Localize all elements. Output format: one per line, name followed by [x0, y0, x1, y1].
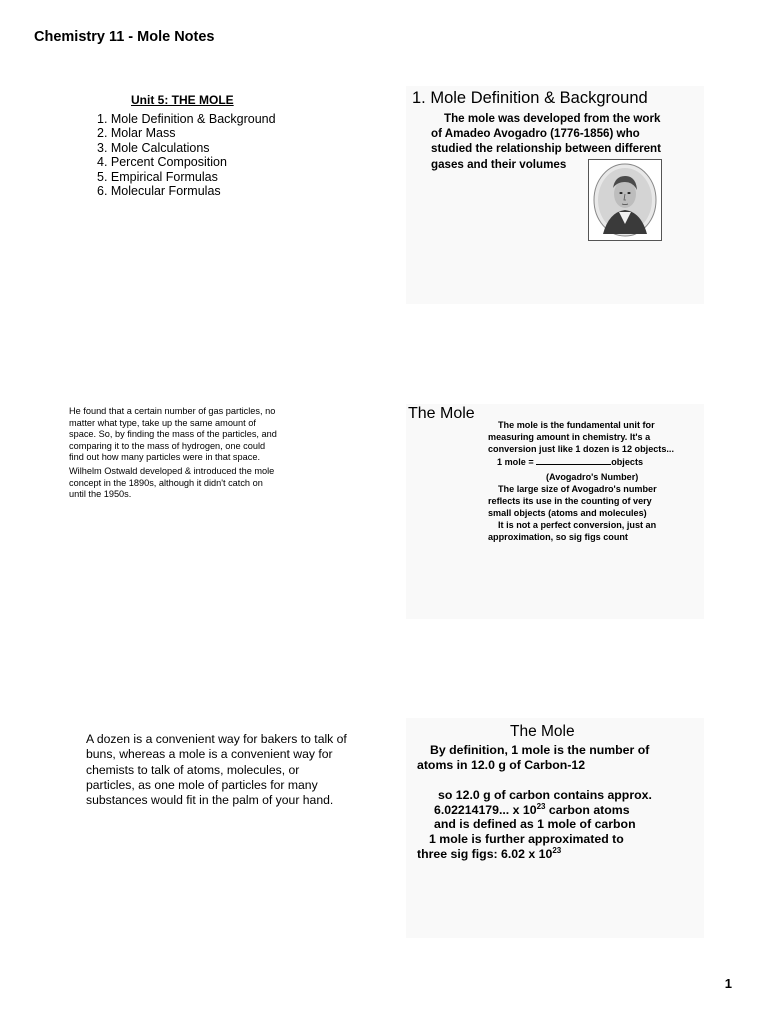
slide-2-line: small objects (atoms and molecules) — [488, 508, 647, 518]
avogadro-blank — [536, 455, 611, 465]
slide-2-line: conversion just like 1 dozen is 12 objects... — [488, 444, 674, 454]
unit-topic-item: 5. Empirical Formulas — [97, 169, 218, 184]
slide-3-line: atoms in 12.0 g of Carbon-12 — [417, 757, 586, 772]
slide-3-sigfig-line — [417, 847, 707, 862]
sigfig-text: three sig figs: 6.02 x 10 — [417, 846, 553, 861]
slide-3-line: By definition, 1 mole is the number of — [430, 743, 650, 757]
slide-2-line: The mole is the fundamental unit for — [498, 420, 655, 430]
unit-topic-item: 3. Mole Calculations — [97, 140, 210, 155]
unit-topic-item: 2. Molar Mass — [97, 126, 176, 141]
page-title: Chemistry 11 - Mole Notes — [34, 29, 215, 45]
slide-3-atoms-line — [417, 803, 707, 818]
slide-1-line: The mole was developed from the work — [444, 112, 661, 125]
slide-3-line: so 12.0 g of carbon contains approx. — [438, 788, 652, 803]
slide-1-line: studied the relationship between different — [431, 142, 661, 156]
slide-2-line: (Avogadro's Number) — [546, 472, 639, 482]
history-paragraph: Wilhelm Ostwald developed & introduced the mole concept in the 1890s, although it didn't catch on until the 1950s. — [69, 465, 275, 500]
slide-2-title: The Mole — [408, 405, 475, 422]
slide-3-line: 1 mole is further approximated to — [429, 831, 624, 846]
mole-equation-suffix: objects — [611, 457, 644, 467]
slide-2-body — [488, 419, 710, 543]
sigfig-exponent: 23 — [552, 845, 562, 855]
slide-2-line: It is not a perfect conversion, just an — [498, 520, 657, 530]
atoms-exponent: 23 — [536, 801, 546, 811]
unit-topic-list — [97, 112, 276, 198]
slide-1-title: 1. Mole Definition & Background — [412, 89, 648, 107]
history-note — [69, 406, 279, 503]
avogadro-portrait-image — [588, 159, 662, 241]
slide-2-line: The large size of Avogadro's number — [498, 484, 657, 494]
dozen-note: A dozen is a convenient way for bakers to talk of buns, whereas a mole is a convenient way for chemists to talk of atoms, molecules, or particles, as one mole of particles for many substances would fit in the palm of your hand. — [86, 732, 347, 808]
atoms-count-text: 6.02214179... x 10 — [434, 802, 537, 817]
avogadro-portrait-drawing — [589, 160, 661, 240]
history-paragraph: He found that a certain number of gas particles, no matter what type, take up the same amount of space. So, by finding the mass of the particles, and comparing it to the mass of hydrogen, one could find out how many particles were in that space. — [69, 406, 277, 463]
unit-topic-item: 4. Percent Composition — [97, 155, 227, 170]
atoms-unit-text: carbon atoms — [545, 802, 630, 817]
slide-2-mole-equation — [488, 455, 710, 468]
unit-topic-item: 1. Mole Definition & Background — [97, 112, 276, 126]
slide-2-line: approximation, so sig figs count — [488, 532, 628, 542]
unit-heading: Unit 5: THE MOLE — [131, 93, 234, 107]
slide-1-line: of Amadeo Avogadro (1776-1856) who — [431, 127, 640, 141]
slide-3-line: and is defined as 1 mole of carbon — [434, 817, 636, 832]
slide-3-title: The Mole — [510, 723, 575, 740]
slide-3-body — [417, 743, 707, 861]
page-number: 1 — [724, 976, 732, 991]
mole-equation-prefix: 1 mole = — [497, 457, 537, 467]
slide-2-line: reflects its use in the counting of very — [488, 496, 652, 506]
unit-topic-item: 6. Molecular Formulas — [97, 184, 221, 199]
slide-1-line: gases and their volumes — [431, 157, 567, 171]
slide-2-line: measuring amount in chemistry. It's a — [488, 432, 651, 442]
